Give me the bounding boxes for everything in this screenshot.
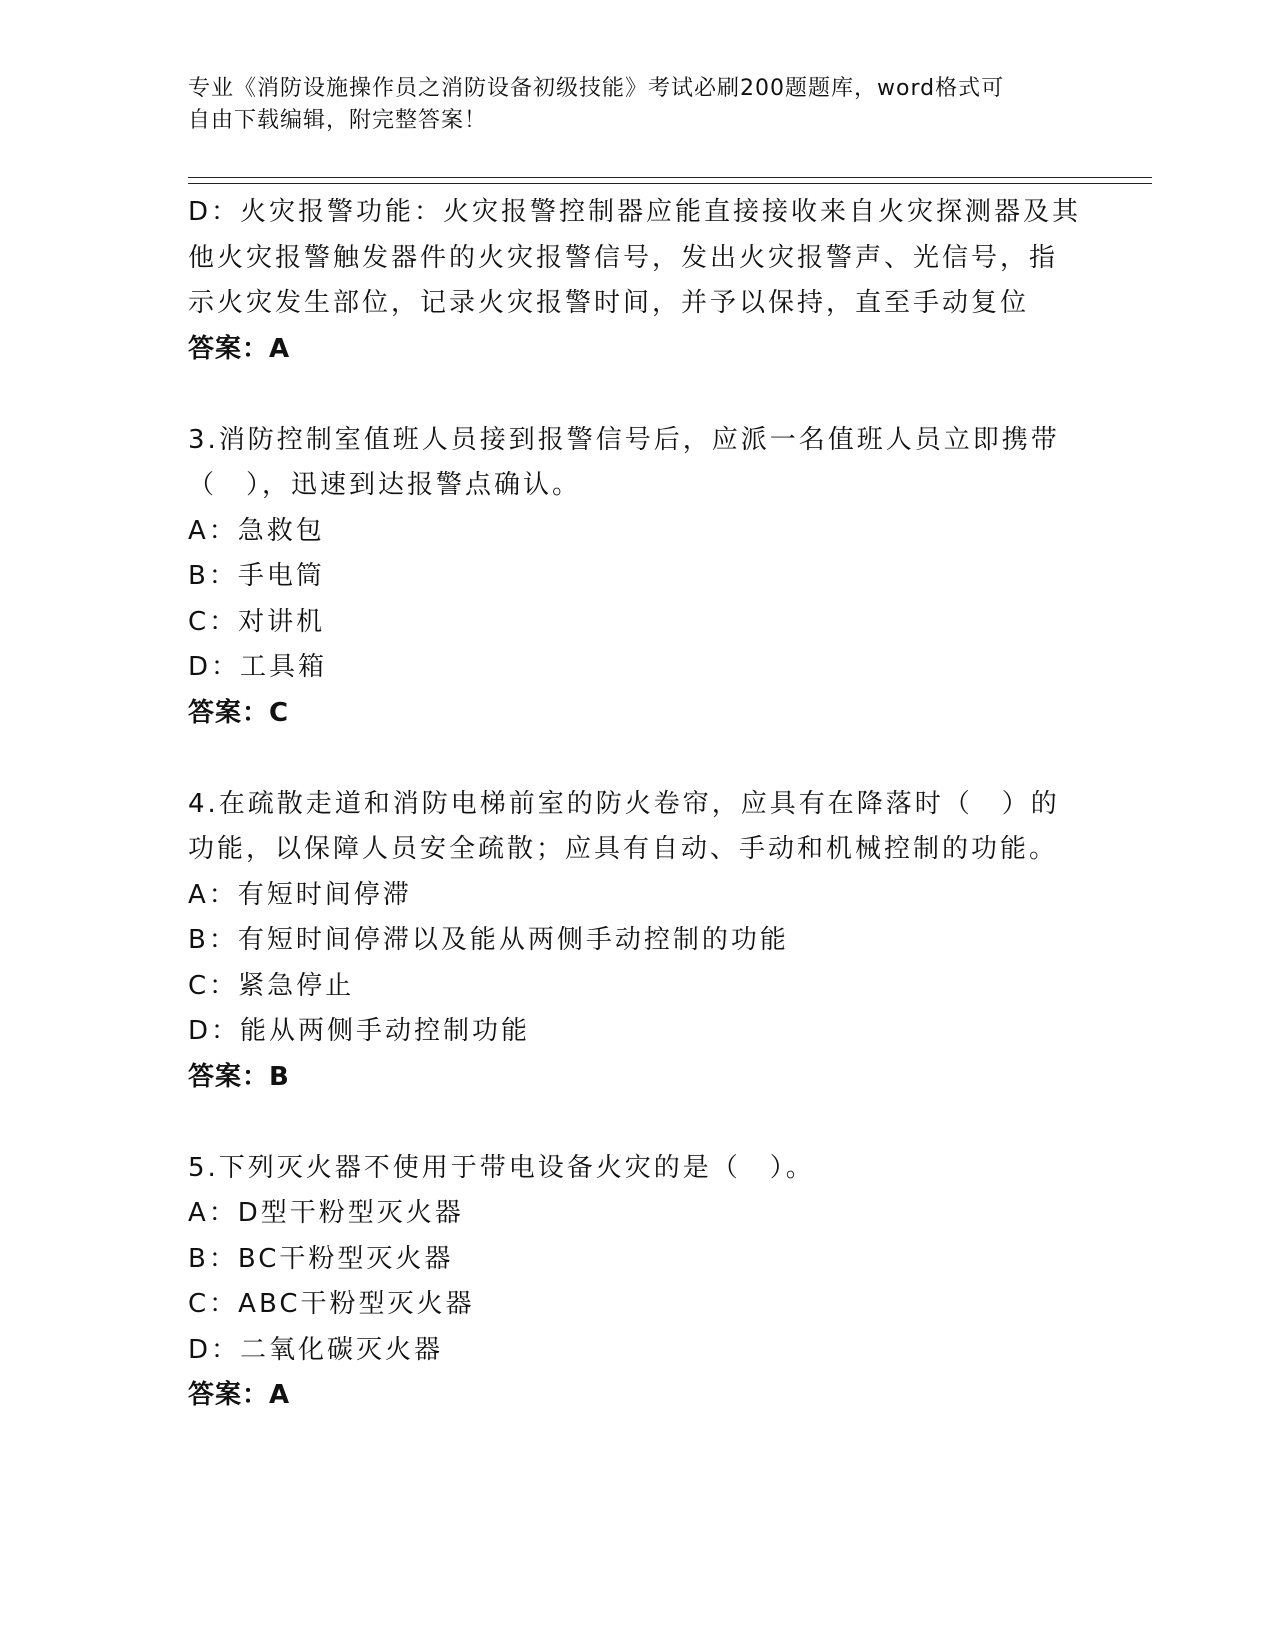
answer-text: 答案：A <box>188 1380 291 1410</box>
header-divider-top <box>188 177 1152 178</box>
option-b: B：手电筒 <box>188 561 325 591</box>
document-header <box>188 73 1068 137</box>
header-line-1: 专业《消防设施操作员之消防设备初级技能》考试必刷200题题库，word格式可 <box>188 76 1005 101</box>
option-d: D：能从两侧手动控制功能 <box>188 1016 531 1046</box>
answer-text: 答案：A <box>188 333 291 364</box>
option-b: B：BC干粉型灭火器 <box>188 1243 454 1274</box>
question-block <box>188 418 1088 737</box>
spacer <box>188 372 1088 418</box>
option-d-line: D：火灾报警功能：火灾报警控制器应能直接接收来自火灾探测器及其 <box>188 197 1082 227</box>
option-d: D：工具箱 <box>188 652 328 682</box>
spacer <box>188 1100 1088 1146</box>
option-c: C：紧急停止 <box>188 970 355 1001</box>
header-line-2: 自由下载编辑，附完整答案！ <box>188 108 488 133</box>
spacer <box>188 736 1088 782</box>
option-d-line: 他火灾报警触发器件的火灾报警信号，发出火灾报警声、光信号，指 <box>188 242 1059 273</box>
option-a: A：D型干粉型灭火器 <box>188 1198 464 1228</box>
question-block <box>188 782 1088 1101</box>
option-a: A：急救包 <box>188 515 325 546</box>
answer-text: 答案：B <box>188 1061 290 1092</box>
option-b: B：有短时间停滞以及能从两侧手动控制的功能 <box>188 925 789 955</box>
prev-question-block <box>188 190 1088 372</box>
question-stem-line: 功能，以保障人员安全疏散；应具有自动、手动和机械控制的功能。 <box>188 834 1059 864</box>
question-block <box>188 1146 1088 1419</box>
option-d: D：二氧化碳灭火器 <box>188 1334 444 1365</box>
option-c: C：ABC干粉型灭火器 <box>188 1289 475 1319</box>
question-stem-line: 4.在疏散走道和消防电梯前室的防火卷帘，应具有在降落时（ ）的 <box>188 788 1060 819</box>
option-c: C：对讲机 <box>188 606 326 637</box>
option-a: A：有短时间停滞 <box>188 879 412 910</box>
question-stem-line: （ ），迅速到达报警点确认。 <box>188 470 582 500</box>
question-stem-line: 3.消防控制室值班人员接到报警信号后，应派一名值班人员立即携带 <box>188 424 1060 455</box>
answer-text: 答案：C <box>188 697 290 728</box>
question-list <box>188 190 1088 1419</box>
header-divider-bottom <box>188 183 1152 184</box>
question-stem-line: 5.下列灭火器不使用于带电设备火灾的是（ ）。 <box>188 1152 815 1183</box>
option-d-line: 示火灾发生部位，记录火灾报警时间，并予以保持，直至手动复位 <box>188 288 1030 318</box>
